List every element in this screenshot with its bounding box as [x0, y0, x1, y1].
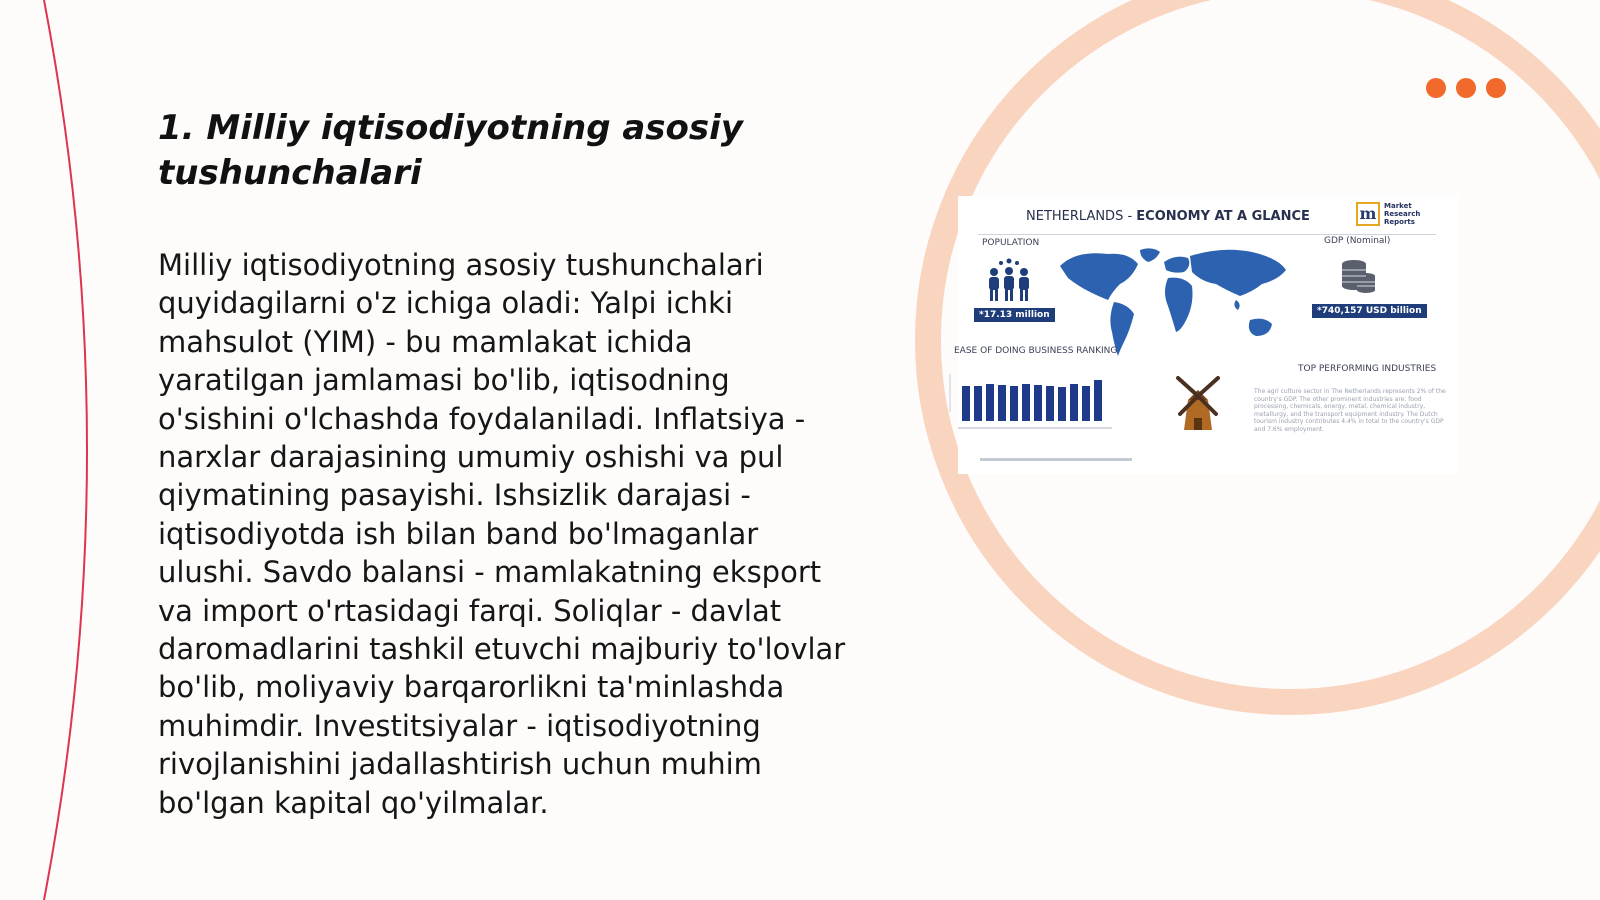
world-map-icon — [1056, 244, 1294, 362]
dot-icon — [1456, 78, 1476, 98]
infographic-divider — [978, 234, 1436, 235]
industries-text: The agri culture sector in The Netherlands represents 2% of the country's GDP. The other prominent industries are: food processing, chemicals, energy, metal, chemical industry, metallurgy, and the transport equipment industry. The Dutch tourism industry contributes 4.4% in total to the country's GDP and 7.6% employment. — [1254, 388, 1446, 433]
logo-mark-icon: m — [1356, 202, 1380, 226]
infographic-title: NETHERLANDS - ECONOMY AT A GLANCE — [1026, 209, 1310, 224]
netherlands-economy-infographic — [954, 196, 1458, 474]
population-label: POPULATION — [982, 238, 1040, 248]
dot-icon — [1486, 78, 1506, 98]
decorative-dots — [1426, 78, 1506, 98]
logo-brand-text: Market Research Reports — [1384, 202, 1421, 226]
coins-stack-icon — [1338, 258, 1378, 298]
infographic-footer-bar — [980, 458, 1132, 461]
business-ranking-label: EASE OF DOING BUSINESS RANKING — [954, 346, 1118, 356]
industries-label: TOP PERFORMING INDUSTRIES — [1298, 364, 1437, 374]
gdp-value-badge: *740,157 USD billion — [1312, 304, 1427, 318]
population-value-badge: *17.13 million — [974, 308, 1055, 322]
gdp-label: GDP (Nominal) — [1324, 236, 1391, 246]
slide-body-text: Milliy iqtisodiyotning asosiy tushunchalari quyidagilarni o'z ichiga oladi: Yalpi ichki mahsulot (YIM) - bu mamlakat ichida yaratilgan jamlamasi bo'lib, iqtisodning o'sishini o'lchashda foydalaniladi. Inflatsiya - narxlar darajasining umumiy oshishi va pul qiymatining pasayishi. Ishsizlik darajasi - iqtisodiyotda ish bilan band bo'lmaganlar ulushi. Savdo balansi - mamlakatning eksport va import o'rtasidagi farqi. Soliqlar - davlat daromadlarini tashkil etuvchi majburiy to'lovlar bo'lib, moliyaviy barqarorlikni ta'minlashda muhimdir. Investitsiyalar - iqtisodiyotning rivojlanishini jadallashtirish uchun muhim bo'lgan kapital qo'yilmalar. — [158, 248, 846, 820]
ranking-bar-chart-icon — [944, 366, 1134, 436]
slide-title: 1. Milliy iqtisodiyotning asosiy tushunchalari — [158, 108, 743, 193]
people-icon — [982, 256, 1036, 306]
market-research-reports-logo — [1356, 202, 1420, 228]
dot-icon — [1426, 78, 1446, 98]
windmill-icon — [1172, 374, 1224, 432]
decorative-red-line — [44, 0, 87, 900]
